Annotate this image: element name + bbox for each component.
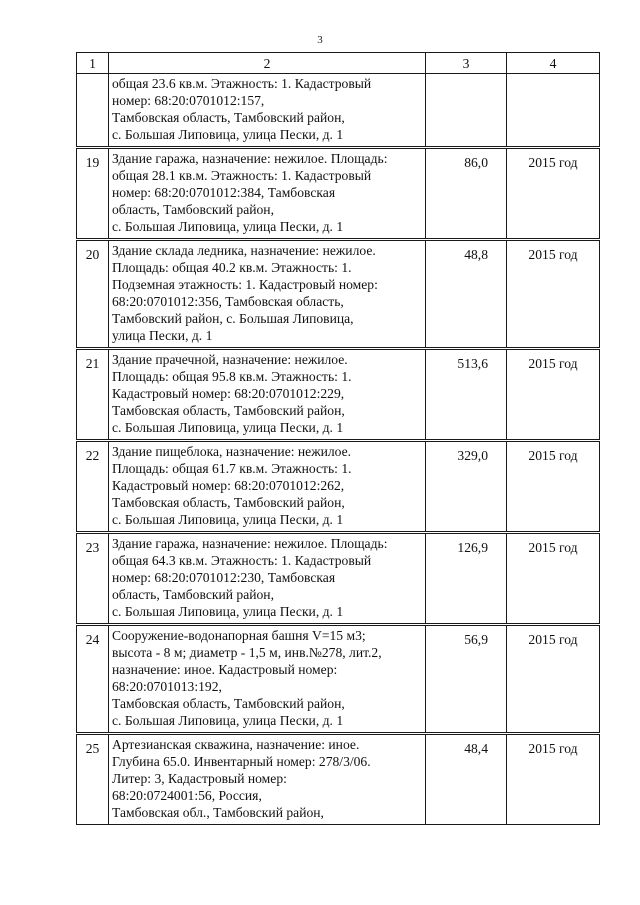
row-description xyxy=(109,441,426,533)
description-line: общая 28.1 кв.м. Этажность: 1. Кадастровый xyxy=(112,168,372,183)
row-year: 2015 год xyxy=(507,240,600,349)
row-area: 56,9 xyxy=(426,625,507,734)
description-line: Глубина 65.0. Инвентарный номер: 278/3/06. xyxy=(112,754,371,769)
row-number: 20 xyxy=(77,240,109,349)
row-number: 25 xyxy=(77,734,109,825)
row-area: 126,9 xyxy=(426,533,507,625)
row-year: 2015 год xyxy=(507,349,600,441)
row-year: 2015 год xyxy=(507,734,600,825)
header-col-3: 3 xyxy=(426,53,507,74)
table-row xyxy=(77,148,600,240)
description-line: Площадь: общая 61.7 кв.м. Этажность: 1. xyxy=(112,461,352,476)
description-line: Артезианская скважина, назначение: иное. xyxy=(112,737,360,752)
description-line: Тамбовская область, Тамбовский район, xyxy=(112,696,345,711)
row-area: 86,0 xyxy=(426,148,507,240)
header-row xyxy=(77,53,600,74)
row-number: 24 xyxy=(77,625,109,734)
description-line: с. Большая Липовица, улица Пески, д. 1 xyxy=(112,604,344,619)
description-line: Кадастровый номер: 68:20:0701012:262, xyxy=(112,478,345,493)
description-line: Подземная этажность: 1. Кадастровый номер: xyxy=(112,277,378,292)
description-line: номер: 68:20:0701012:230, Тамбовская xyxy=(112,570,336,585)
description-line: Тамбовская область, Тамбовский район, xyxy=(112,403,345,418)
table-row xyxy=(77,240,600,349)
page-number: 3 xyxy=(317,34,323,46)
table-row xyxy=(77,533,600,625)
row-year xyxy=(507,74,600,148)
row-area: 513,6 xyxy=(426,349,507,441)
row-number xyxy=(77,74,109,148)
row-year: 2015 год xyxy=(507,148,600,240)
row-number: 21 xyxy=(77,349,109,441)
description-line: с. Большая Липовица, улица Пески, д. 1 xyxy=(112,127,344,142)
row-description xyxy=(109,533,426,625)
description-line: Здание склада ледника, назначение: нежилое. xyxy=(112,243,376,258)
description-line: Сооружение-водонапорная башня V=15 м3; xyxy=(112,628,366,643)
description-line: область, Тамбовский район, xyxy=(112,587,274,602)
row-description xyxy=(109,625,426,734)
row-area: 48,8 xyxy=(426,240,507,349)
description-line: с. Большая Липовица, улица Пески, д. 1 xyxy=(112,420,344,435)
description-line: Здание пищеблока, назначение: нежилое. xyxy=(112,444,352,459)
header-col-2: 2 xyxy=(109,53,426,74)
description-line: Тамбовская обл., Тамбовский район, xyxy=(112,805,324,820)
table-row xyxy=(77,441,600,533)
description-line: область, Тамбовский район, xyxy=(112,202,274,217)
row-number: 19 xyxy=(77,148,109,240)
description-line: с. Большая Липовица, улица Пески, д. 1 xyxy=(112,512,344,527)
description-line: Здание гаража, назначение: нежилое. Площадь: xyxy=(112,151,388,166)
description-line: общая 64.3 кв.м. Этажность: 1. Кадастровый xyxy=(112,553,372,568)
row-description xyxy=(109,74,426,148)
description-line: номер: 68:20:0701012:384, Тамбовская xyxy=(112,185,336,200)
description-line: Площадь: общая 40.2 кв.м. Этажность: 1. xyxy=(112,260,352,275)
description-line: Тамбовская область, Тамбовский район, xyxy=(112,110,345,125)
description-line: 68:20:0724001:56, Россия, xyxy=(112,788,262,803)
description-line: Площадь: общая 95.8 кв.м. Этажность: 1. xyxy=(112,369,352,384)
row-description xyxy=(109,240,426,349)
row-area xyxy=(426,74,507,148)
row-area: 48,4 xyxy=(426,734,507,825)
table-body xyxy=(77,74,600,825)
description-line: Тамбовский район, с. Большая Липовица, xyxy=(112,311,354,326)
row-description xyxy=(109,349,426,441)
row-year: 2015 год xyxy=(507,441,600,533)
row-number: 22 xyxy=(77,441,109,533)
header-col-4: 4 xyxy=(507,53,600,74)
description-line: Литер: 3, Кадастровый номер: xyxy=(112,771,287,786)
row-year: 2015 год xyxy=(507,625,600,734)
row-description xyxy=(109,734,426,825)
description-line: высота - 8 м; диаметр - 1,5 м, инв.№278, лит.2, xyxy=(112,645,382,660)
description-line: Здание прачечной, назначение: нежилое. xyxy=(112,352,348,367)
description-line: Кадастровый номер: 68:20:0701012:229, xyxy=(112,386,345,401)
row-number: 23 xyxy=(77,533,109,625)
description-line: Здание гаража, назначение: нежилое. Площадь: xyxy=(112,536,388,551)
description-line: улица Пески, д. 1 xyxy=(112,328,213,343)
table-row xyxy=(77,349,600,441)
row-area: 329,0 xyxy=(426,441,507,533)
description-line: общая 23.6 кв.м. Этажность: 1. Кадастровый xyxy=(112,76,372,91)
row-year: 2015 год xyxy=(507,533,600,625)
description-line: назначение: иное. Кадастровый номер: xyxy=(112,662,338,677)
description-line: Тамбовская область, Тамбовский район, xyxy=(112,495,345,510)
description-line: номер: 68:20:0701012:157, xyxy=(112,93,265,108)
property-registry-table xyxy=(76,52,600,825)
table-row xyxy=(77,625,600,734)
header-col-1: 1 xyxy=(77,53,109,74)
table-row xyxy=(77,734,600,825)
description-line: 68:20:0701012:356, Тамбовская область, xyxy=(112,294,344,309)
description-line: 68:20:0701013:192, xyxy=(112,679,222,694)
description-line: с. Большая Липовица, улица Пески, д. 1 xyxy=(112,219,344,234)
description-line: с. Большая Липовица, улица Пески, д. 1 xyxy=(112,713,344,728)
table-header xyxy=(77,53,600,74)
row-description xyxy=(109,148,426,240)
table-row xyxy=(77,74,600,148)
